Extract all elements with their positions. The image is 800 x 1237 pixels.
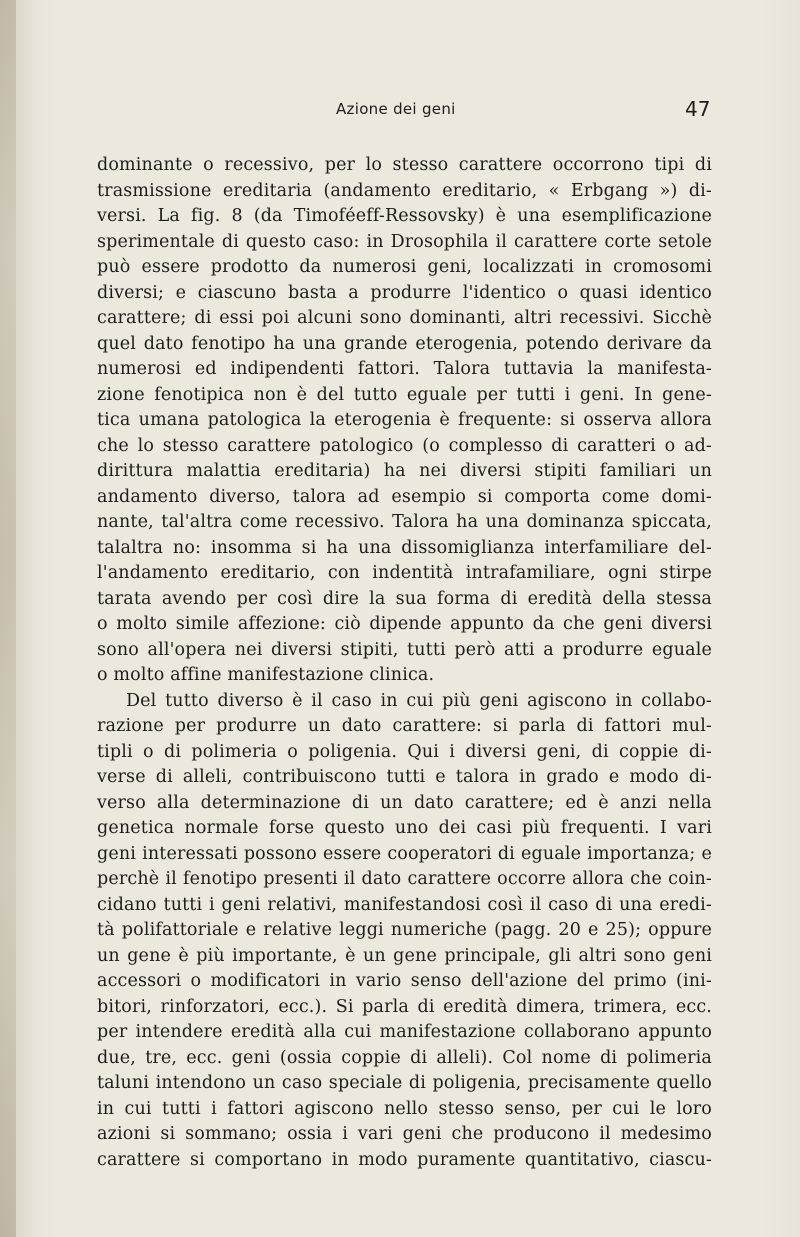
- text-line: carattere si comportano in modo puramente quantitativo, ciascu-: [97, 1149, 712, 1170]
- book-spine-shadow: [0, 0, 16, 1237]
- text-line: o molto simile affezione: ciò dipende appunto da che geni diversi: [97, 614, 712, 634]
- text-line: in cui tutti i fattori agiscono nello stesso senso, per cui le loro: [97, 1098, 712, 1119]
- text-line: accessori o modificatori in vario senso dell'azione del primo (ini-: [97, 971, 712, 991]
- text-line: verse di alleli, contribuiscono tutti e talora in grado e modo di-: [97, 767, 712, 787]
- text-line: tipli o di polimeria o poligenia. Qui i diversi geni, di coppie di-: [97, 741, 712, 762]
- text-line: genetica normale forse questo uno dei casi più frequenti. I vari: [97, 818, 712, 838]
- text-line: tica umana patologica la eterogenia è frequente: si osserva allora: [97, 410, 712, 430]
- text-line: talaltra no: insomma si ha una dissomiglianza interfamiliare del-: [97, 537, 712, 558]
- text-line: che lo stesso carattere patologico (o complesso di caratteri o ad-: [97, 435, 712, 456]
- text-line: carattere; di essi poi alcuni sono dominanti, altri recessivi. Sicchè: [97, 308, 712, 328]
- text-line: per intendere eredità alla cui manifestazione collaborano appunto: [97, 1022, 712, 1042]
- text-line: quel dato fenotipo ha una grande eterogenia, potendo derivare da: [97, 333, 712, 354]
- text-line: verso alla determinazione di un dato carattere; ed è anzi nella: [97, 792, 712, 813]
- text-line: sono all'opera nei diversi stipiti, tutti però atti a produrre eguale: [97, 639, 712, 660]
- text-line: un gene è più importante, è un gene principale, gli altri sono geni: [97, 945, 712, 966]
- text-line: trasmissione ereditaria (andamento ereditario, « Erbgang ») di-: [97, 180, 712, 201]
- text-line: nante, tal'altra come recessivo. Talora ha una dominanza spiccata,: [97, 512, 712, 532]
- page-number: 47: [685, 97, 711, 121]
- running-head: [0, 97, 800, 123]
- text-line: diversi; e ciascuno basta a produrre l'identico o quasi identico: [97, 282, 712, 303]
- text-line: taluni intendono un caso speciale di poligenia, precisamente quello: [97, 1073, 712, 1093]
- text-line: tarata avendo per così dire la sua forma di eredità della stessa: [97, 588, 712, 609]
- text-line: Del tutto diverso è il caso in cui più geni agiscono in collabo-: [126, 690, 712, 711]
- text-line: due, tre, ecc. geni (ossia coppie di alleli). Col nome di polimeria: [97, 1047, 712, 1068]
- text-line: geni interessati possono essere cooperatori di eguale importanza; e: [97, 843, 712, 864]
- text-line: l'andamento ereditario, con indentità intrafamiliare, ogni stirpe: [97, 563, 712, 583]
- text-line: versi. La fig. 8 (da Timoféeff-Ressovsky) è una esemplificazione: [97, 206, 712, 226]
- text-line: andamento diverso, talora ad esempio si comporta come domi-: [97, 486, 712, 507]
- text-line: razione per produrre un dato carattere: si parla di fattori mul-: [97, 716, 712, 736]
- text-line: perchè il fenotipo presenti il dato carattere occorre allora che coin-: [97, 869, 712, 889]
- text-line: sperimentale di questo caso: in Drosophila il carattere corte setole: [97, 231, 712, 252]
- text-line: dirittura malattia ereditaria) ha nei diversi stipiti familiari un: [97, 461, 712, 481]
- text-line: bitori, rinforzatori, ecc.). Si parla di eredità dimera, trimera, ecc.: [97, 996, 712, 1017]
- text-line: azioni si sommano; ossia i vari geni che producono il medesimo: [97, 1124, 712, 1144]
- text-line: o molto affine manifestazione clinica.: [97, 665, 435, 685]
- text-line: zione fenotipica non è del tutto eguale per tutti i geni. In gene-: [97, 384, 712, 405]
- text-line: può essere prodotto da numerosi geni, localizzati in cromosomi: [97, 257, 712, 277]
- running-title: Azione dei geni: [336, 100, 456, 118]
- body-text: [97, 153, 712, 1173]
- text-line: dominante o recessivo, per lo stesso carattere occorrono tipi di: [97, 155, 712, 175]
- text-line: tà polifattoriale e relative leggi numeriche (pagg. 20 e 25); oppure: [97, 920, 712, 940]
- text-line: cidano tutti i geni relativi, manifestandosi così il caso di una eredi-: [97, 894, 712, 915]
- text-line: numerosi ed indipendenti fattori. Talora tuttavia la manifesta-: [97, 359, 712, 379]
